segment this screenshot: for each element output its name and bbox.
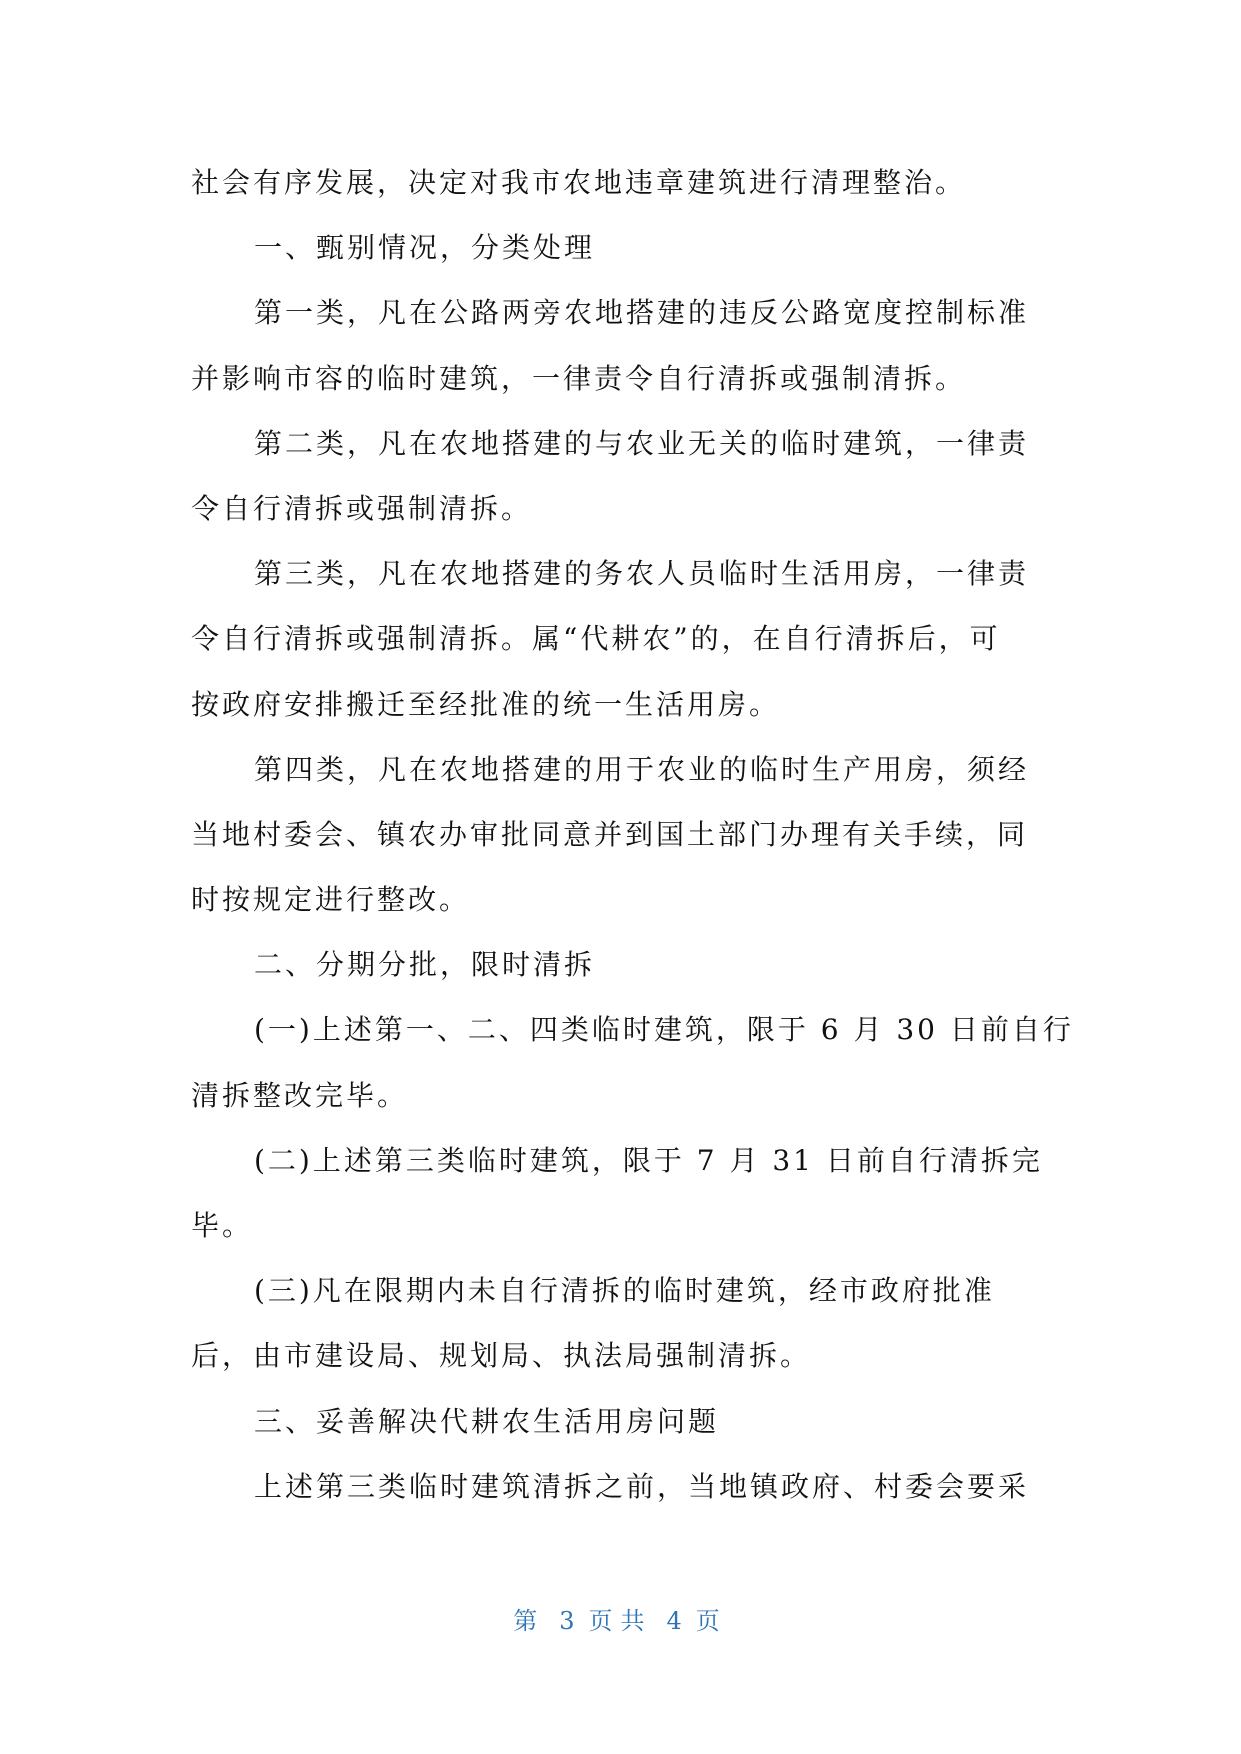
paragraph-item-1 [191, 997, 1091, 1127]
text-line: 第三类，凡在农地搭建的务农人员临时生活用房，一律责 [254, 557, 1030, 591]
text-line: 毕。 [191, 1209, 254, 1242]
document-body [191, 150, 1091, 1519]
section-heading-1 [191, 215, 1091, 280]
heading-line: 三、妥善解决代耕农生活用房问题 [254, 1404, 720, 1438]
page-number-prefix: 第 [513, 1607, 546, 1635]
text-line: (二)上述第三类临时建筑，限于 7 月 31 日前自行清拆完 [254, 1143, 1043, 1177]
text-line: 清拆整改完毕。 [191, 1078, 409, 1112]
text-line: 后，由市建设局、规划局、执法局强制清拆。 [191, 1339, 812, 1373]
paragraph-category-3 [191, 541, 1091, 737]
page-number-suffix: 页 [695, 1607, 728, 1635]
text-line: (一)上述第一、二、四类临时建筑，限于 6 月 30 日前自行 [254, 1013, 1074, 1047]
total-pages-number: 4 [666, 1607, 682, 1635]
heading-line: 一、甄别情况，分类处理 [254, 231, 596, 265]
paragraph-housing [191, 1454, 1091, 1519]
text-line: 时按规定进行整改。 [191, 883, 471, 917]
text-line: 第二类，凡在农地搭建的与农业无关的临时建筑，一律责 [254, 426, 1030, 460]
section-heading-3 [191, 1389, 1091, 1454]
text-line: 并影响市容的临时建筑，一律责令自行清拆或强制清拆。 [191, 361, 967, 395]
paragraph-item-2 [191, 1128, 1091, 1258]
paragraph-category-1 [191, 280, 1091, 410]
text-line: 令自行清拆或强制清拆。属“代耕农”的，在自行清拆后，可 [191, 622, 1001, 656]
heading-line: 二、分期分批，限时清拆 [254, 948, 596, 982]
text-line: (三)凡在限期内未自行清拆的临时建筑，经市政府批准 [254, 1274, 995, 1308]
text-line: 社会有序发展，决定对我市农地违章建筑进行清理整治。 [191, 166, 967, 199]
text-line: 上述第三类临时建筑清拆之前，当地镇政府、村委会要采 [254, 1469, 1030, 1503]
text-line: 第四类，凡在农地搭建的用于农业的临时生产用房，须经 [254, 752, 1030, 786]
text-line: 第一类，凡在公路两旁农地搭建的违反公路宽度控制标准 [254, 296, 1030, 330]
page-number-middle: 页共 [588, 1607, 653, 1635]
paragraph-item-3 [191, 1258, 1091, 1388]
page-footer [0, 1603, 1241, 1639]
text-line: 按政府安排搬迁至经批准的统一生活用房。 [191, 687, 781, 721]
paragraph-category-4 [191, 737, 1091, 933]
text-line: 令自行清拆或强制清拆。 [191, 491, 533, 525]
paragraph-category-2 [191, 411, 1091, 541]
paragraph-continued [191, 150, 1091, 215]
text-line: 当地村委会、镇农办审批同意并到国土部门办理有关手续，同 [191, 817, 1029, 851]
current-page-number: 3 [559, 1607, 575, 1635]
section-heading-2 [191, 932, 1091, 997]
